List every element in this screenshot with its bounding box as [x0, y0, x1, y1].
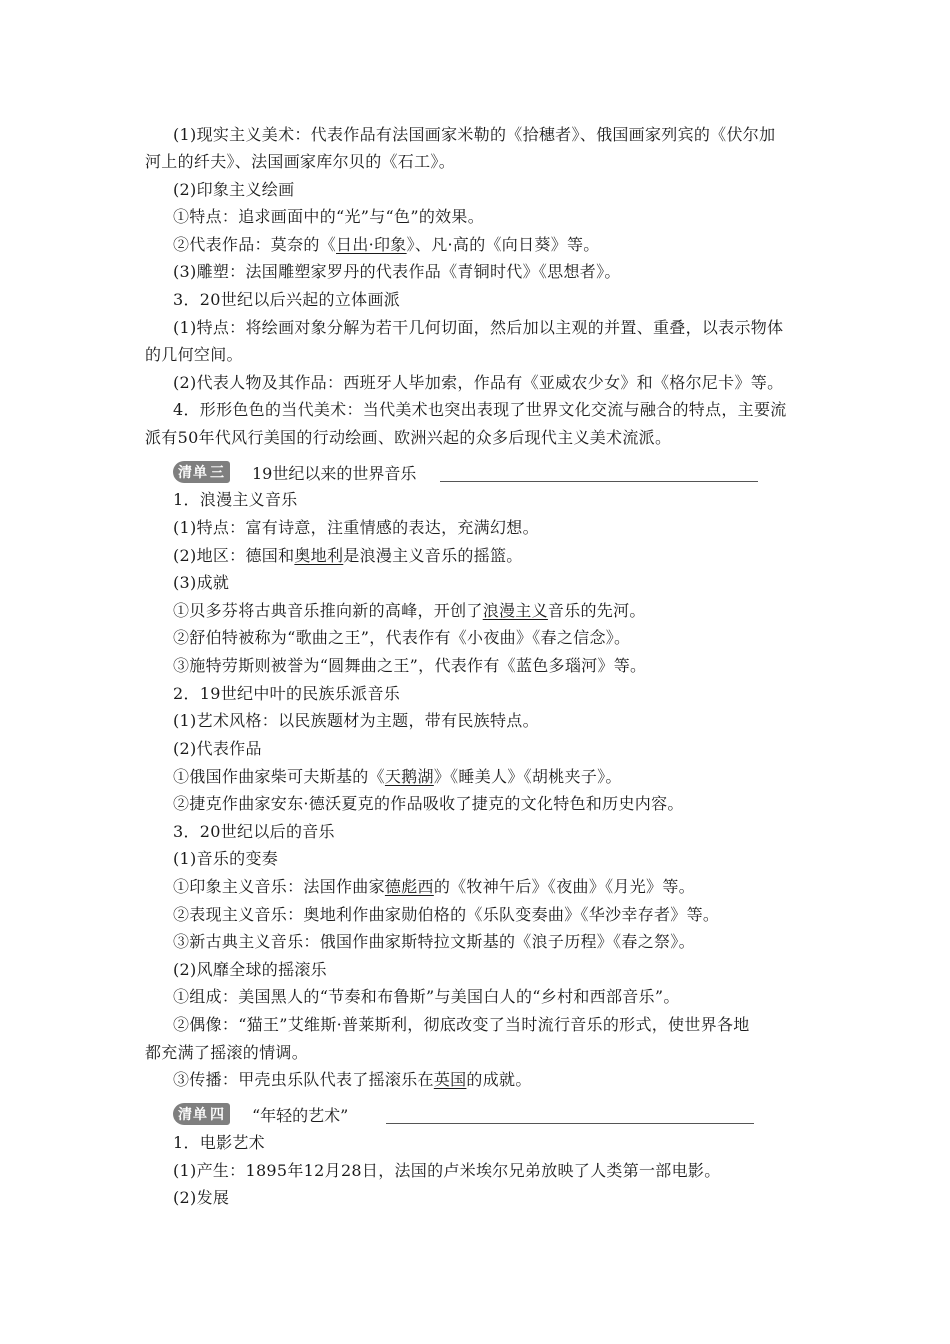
text-line: (1)音乐的变奏 [173, 849, 279, 868]
text-line: ②舒伯特被称为“歌曲之王”，代表作有《小夜曲》《春之信念》。 [173, 628, 631, 647]
underlined-answer: 英国 [433, 1070, 467, 1089]
text-line: (1)特点：将绘画对象分解为若干几何切面，然后加以主观的并置、重叠，以表示物体 [173, 318, 784, 337]
text-line: (2)代表作品 [173, 739, 262, 758]
text-span: ③传播：甲壳虫乐队代表了摇滚乐在 [173, 1070, 434, 1089]
badge-label: 清单 [178, 1107, 208, 1123]
text-line: 河上的纤夫》、法国画家库尔贝的《石工》。 [145, 152, 456, 171]
underlined-answer: 日出·印象 [336, 235, 407, 254]
text-line: ②偶像：“猫王”艾维斯·普莱斯利，彻底改变了当时流行音乐的形式，使世界各地 [173, 1015, 750, 1034]
text-span: ①贝多芬将古典音乐推向新的高峰，开创了 [173, 601, 483, 620]
section-header-3 [173, 460, 416, 484]
text-span: ①俄国作曲家柴可夫斯基的《 [173, 767, 385, 786]
text-span: 》、凡·高的《向日葵》等。 [406, 235, 600, 254]
text-span: 是浪漫主义音乐的摇篮。 [343, 546, 523, 565]
text-line: 都充满了摇滚的情调。 [145, 1043, 309, 1062]
section-item-heading: 2．19世纪中叶的民族乐派音乐 [173, 684, 401, 703]
section-item-heading: 3．20世纪以后的音乐 [173, 822, 335, 841]
badge-number: 三 [210, 465, 225, 481]
text-line: ②表现主义音乐：奥地利作曲家勋伯格的《乐队变奏曲》《华沙幸存者》等。 [173, 905, 720, 924]
text-line: ①组成：美国黑人的“节奏和布鲁斯”与美国白人的“乡村和西部音乐”。 [173, 987, 680, 1006]
text-line [173, 601, 646, 621]
text-line [173, 767, 622, 787]
text-line: (1)艺术风格：以民族题材为主题，带有民族特点。 [173, 711, 539, 730]
text-line: (1)特点：富有诗意，注重情感的表达，充满幻想。 [173, 518, 539, 537]
underlined-answer: 德彪西 [384, 877, 434, 896]
section-item-heading: 1．浪漫主义音乐 [173, 490, 298, 509]
badge-label: 清单 [178, 465, 208, 481]
text-line: (3)成就 [173, 573, 230, 592]
text-span: 音乐的先河。 [547, 601, 646, 620]
text-line: 的几何空间。 [145, 345, 243, 364]
text-line: (2)风靡全球的摇滚乐 [173, 960, 327, 979]
text-span: ②代表作品：莫奈的《 [173, 235, 337, 254]
section-item-heading: 4．形形色色的当代美术：当代美术也突出表现了世界文化交流与融合的特点，主要流 [173, 400, 787, 419]
text-line [173, 546, 523, 566]
text-line: ②捷克作曲家安东·德沃夏克的作品吸收了捷克的文化特色和历史内容。 [173, 794, 684, 813]
text-line: ③新古典主义音乐：俄国作曲家斯特拉文斯基的《浪子历程》《春之祭》。 [173, 932, 695, 951]
text-line: (1)产生：1895年12月28日，法国的卢米埃尔兄弟放映了人类第一部电影。 [173, 1161, 721, 1180]
section-item-heading: 1．电影艺术 [173, 1133, 265, 1152]
text-line: (2)印象主义绘画 [173, 180, 295, 199]
underlined-answer: 浪漫主义 [482, 601, 548, 620]
section-badge [173, 461, 230, 483]
text-line: (2)发展 [173, 1188, 230, 1207]
text-line: (3)雕塑：法国雕塑家罗丹的代表作品《青铜时代》《思想者》。 [173, 262, 621, 281]
text-line: 派有50年代风行美国的行动绘画、欧洲兴起的众多后现代主义美术流派。 [145, 428, 672, 447]
text-line: (2)代表人物及其作品：西班牙人毕加索，作品有《亚威农少女》和《格尔尼卡》等。 [173, 373, 784, 392]
text-line: ①特点：追求画面中的“光”与“色”的效果。 [173, 207, 485, 226]
text-span: ①印象主义音乐：法国作曲家 [173, 877, 385, 896]
section-title: 19世纪以来的世界音乐 [252, 463, 417, 483]
text-span: 的成就。 [466, 1070, 532, 1089]
underlined-answer: 奥地利 [294, 546, 344, 565]
badge-number: 四 [210, 1107, 225, 1123]
section-rule [386, 1123, 754, 1124]
underlined-answer: 天鹅湖 [384, 767, 434, 786]
text-line [173, 235, 600, 255]
section-header-4 [173, 1102, 348, 1126]
section-title: “年轻的艺术” [252, 1105, 349, 1125]
text-line [173, 877, 695, 897]
section-item-heading: 3．20世纪以后兴起的立体画派 [173, 290, 401, 309]
text-line: (1)现实主义美术：代表作品有法国画家米勒的《拾穗者》、俄国画家列宾的《伏尔加 [173, 125, 776, 144]
text-span: 的《牧神午后》《夜曲》《月光》等。 [433, 877, 695, 896]
section-badge [173, 1103, 230, 1125]
text-line: ③施特劳斯则被誉为“圆舞曲之王”，代表作有《蓝色多瑙河》等。 [173, 656, 647, 675]
text-line [173, 1070, 532, 1090]
text-span: (2)地区：德国和 [173, 546, 295, 565]
section-rule [440, 481, 758, 482]
text-span: 》《睡美人》《胡桃夹子》。 [433, 767, 622, 786]
